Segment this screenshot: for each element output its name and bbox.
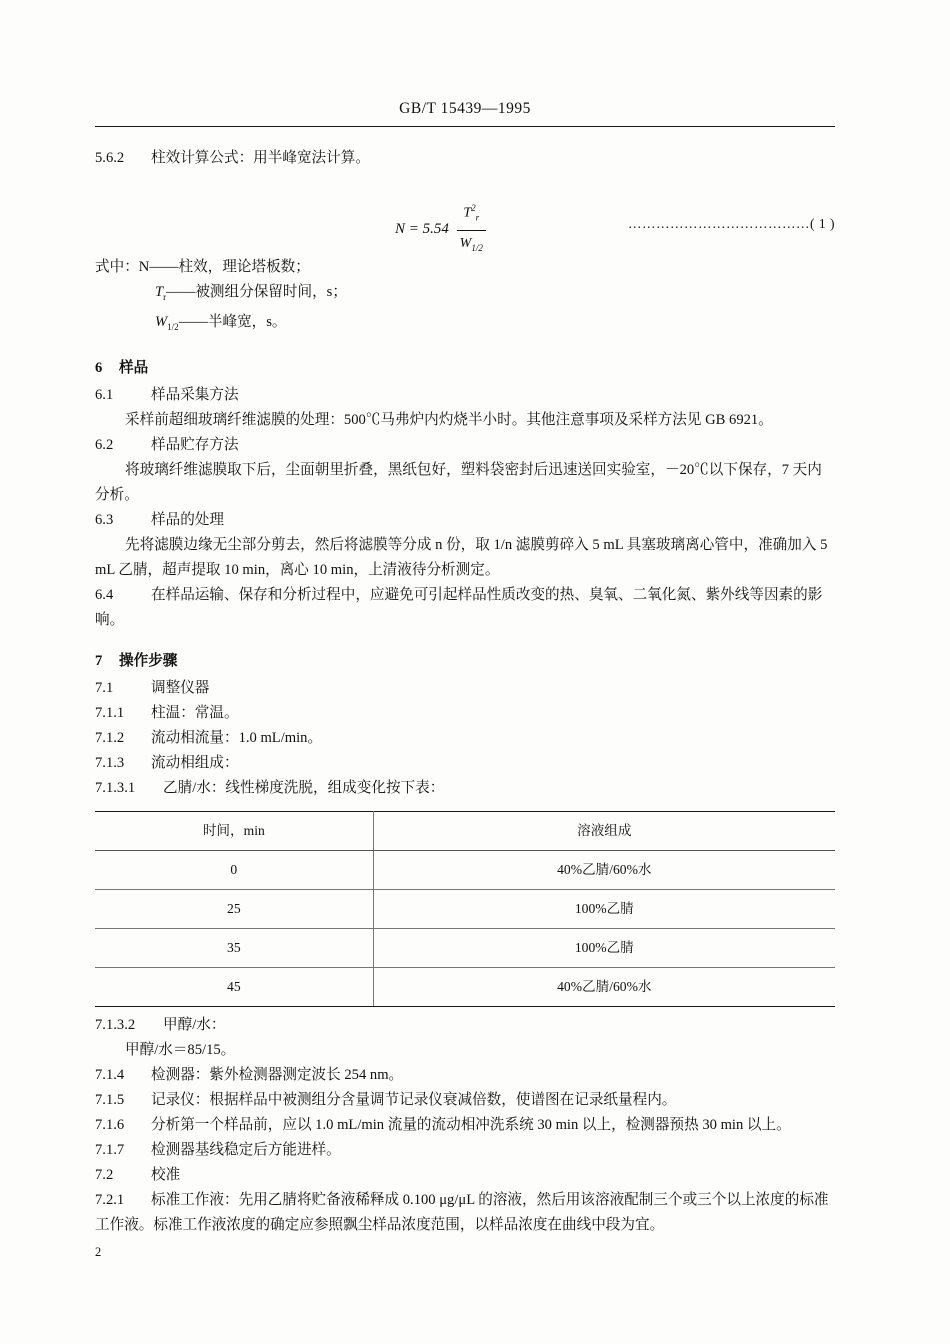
legend-item-1-symbol: T	[155, 284, 164, 300]
clause-7-1-3-1-text: 乙腈/水：线性梯度洗脱，组成变化按下表：	[163, 779, 445, 796]
table-row	[95, 928, 835, 967]
clause-7-2-1	[95, 1188, 835, 1238]
clause-7-1-6-text: 分析第一个样品前，应以 1.0 mL/min 流量的流动相冲洗系统 30 min 以上，检测器预热 30 min 以上。	[151, 1116, 791, 1133]
chapter-6-heading	[95, 356, 835, 381]
clause-7-1-3-1-number: 7.1.3.1	[95, 779, 136, 796]
clause-6-1-heading	[95, 383, 835, 408]
clause-7-1-1	[95, 701, 835, 726]
clause-7-1-5-text: 记录仪：根据样品中被测组分含量调节记录仪衰减倍数，使谱图在记录纸量程内。	[151, 1091, 677, 1108]
clause-7-2-number: 7.2	[95, 1166, 114, 1183]
table-cell-composition: 40%乙腈/60%水	[373, 850, 835, 889]
clause-7-1-7-number: 7.1.7	[95, 1141, 125, 1158]
table-row	[95, 889, 835, 928]
table-header-row	[95, 811, 835, 850]
table-cell-composition: 40%乙腈/60%水	[373, 967, 835, 1006]
page-header: GB/T 15439—1995	[399, 100, 531, 117]
clause-7-1-3-2	[95, 1013, 835, 1038]
clause-6-1-number: 6.1	[95, 386, 114, 403]
clause-6-3-heading	[95, 508, 835, 533]
formula-row	[95, 189, 835, 254]
chapter-6-number: 6	[95, 359, 103, 376]
formula-numerator	[457, 196, 486, 230]
clause-7-1-6	[95, 1113, 835, 1138]
clause-6-2-title: 样品贮存方法	[151, 436, 239, 453]
clause-7-2	[95, 1163, 835, 1188]
table-cell-time: 35	[95, 928, 373, 967]
clause-7-1-5-number: 7.1.5	[95, 1091, 125, 1108]
clause-7-1-2	[95, 726, 835, 751]
clause-6-1-title: 样品采集方法	[151, 386, 239, 403]
clause-7-1-3-number: 7.1.3	[95, 754, 125, 771]
table-cell-composition: 100%乙腈	[373, 928, 835, 967]
clause-7-1-2-text: 流动相流量：1.0 mL/min。	[151, 729, 323, 746]
table-cell-time: 25	[95, 889, 373, 928]
table-cell-time: 0	[95, 850, 373, 889]
clause-6-3-title: 样品的处理	[151, 511, 224, 528]
legend-item-2-text: ——半峰宽，s。	[178, 313, 287, 330]
clause-7-2-text: 校准	[151, 1166, 181, 1183]
methanol-ratio-line: 甲醇/水＝85/15。	[125, 1041, 236, 1058]
chapter-7-heading	[95, 649, 835, 674]
clause-7-1-7	[95, 1138, 835, 1163]
formula-denominator-symbol: W	[459, 236, 472, 252]
formula-label: ( 1 )	[810, 216, 835, 231]
clause-7-2-1-text: 标准工作液：先用乙腈将贮备液稀释成 0.100 μg/μL 的溶液，然后用该溶液配制三个或三个以上浓度的标准工作液。标准工作液浓度的确定应参照飘尘样品浓度范围，以样品浓度在曲线中段为宜。	[95, 1191, 829, 1233]
clause-7-2-1-number: 7.2.1	[95, 1191, 125, 1208]
formula-number	[628, 211, 835, 236]
clause-7-1-5	[95, 1088, 835, 1113]
clause-6-3-body: 先将滤膜边缘无尘部分剪去，然后将滤膜等分成 n 份，取 1/n 滤膜剪碎入 5 mL 具塞玻璃离心管中，准确加入 5 mL 乙腈，超声提取 10 min，离心 10 min，上清液待分析测定。	[95, 536, 828, 578]
legend-item-2-sub: 1/2	[167, 321, 179, 332]
table-cell-composition: 100%乙腈	[373, 889, 835, 928]
clause-5-6-2	[95, 146, 835, 171]
clause-6-4	[95, 583, 835, 633]
legend-item-2	[95, 310, 835, 340]
clause-6-1-body: 采样前超细玻璃纤维滤膜的处理：500℃马弗炉内灼烧半小时。其他注意事项及采样方法见 GB 6921。	[125, 411, 773, 428]
clause-text: 柱效计算公式：用半峰宽法计算。	[151, 150, 370, 166]
formula-denominator-sub: 1/2	[471, 243, 483, 254]
legend-item-2-symbol: W	[155, 313, 168, 330]
clause-7-1-3-text: 流动相组成：	[151, 754, 239, 771]
legend-item-1	[95, 280, 835, 310]
clause-number: 5.6.2	[95, 150, 125, 166]
clause-7-1-text: 调整仪器	[151, 679, 210, 696]
clause-7-1-3-2-number: 7.1.3.2	[95, 1016, 136, 1033]
legend-intro: 式中：N——柱效，理论塔板数；	[95, 259, 310, 275]
chapter-6-title: 样品	[119, 359, 149, 376]
clause-6-3-number: 6.3	[95, 511, 114, 528]
table-header-time: 时间，min	[95, 811, 373, 850]
clause-7-1-3-2-text: 甲醇/水：	[163, 1016, 226, 1033]
clause-7-1-7-text: 检测器基线稳定后方能进样。	[151, 1141, 341, 1158]
clause-6-4-body: 在样品运输、保存和分析过程中，应避免可引起样品性质改变的热、臭氧、二氧化氮、紫外线等因素的影响。	[95, 586, 823, 628]
table-row	[95, 967, 835, 1006]
page-number: 2	[95, 1245, 102, 1259]
formula-lhs: N = 5.54	[395, 221, 449, 238]
table-cell-time: 45	[95, 967, 373, 1006]
clause-7-1-2-number: 7.1.2	[95, 729, 125, 746]
clause-6-2-number: 6.2	[95, 436, 114, 453]
clause-7-1-6-number: 7.1.6	[95, 1116, 125, 1133]
page-content	[95, 0, 835, 1344]
clause-7-1-3-1	[95, 776, 835, 801]
table-header-composition: 溶液组成	[373, 811, 835, 850]
formula-fraction	[457, 196, 486, 261]
clause-6-2-heading	[95, 433, 835, 458]
chapter-7-number: 7	[95, 652, 103, 669]
clause-7-1-1-text: 柱温：常温。	[151, 704, 239, 721]
gradient-table	[95, 811, 835, 1007]
clause-7-1-1-number: 7.1.1	[95, 704, 125, 721]
clause-6-4-number: 6.4	[95, 586, 114, 603]
formula-numerator-sub: r	[475, 212, 480, 223]
clause-7-1	[95, 676, 835, 701]
formula-numerator-sup: 2	[471, 203, 476, 213]
legend-item-1-text: ——被测组分保留时间，s；	[166, 284, 347, 300]
clause-7-1-4	[95, 1063, 835, 1088]
formula-numerator-symbol: T	[463, 205, 472, 221]
clause-7-1-4-text: 检测器：紫外检测器测定波长 254 nm。	[151, 1066, 404, 1083]
formula-n	[395, 197, 486, 262]
formula-dots: …………………………………	[628, 216, 810, 231]
clause-7-1-3	[95, 751, 835, 776]
clause-6-2-body: 将玻璃纤维滤膜取下后，尘面朝里折叠，黑纸包好，塑料袋密封后迅速送回实验室，－20℃以下保存，7 天内分析。	[95, 461, 822, 503]
legend-item-1-sub: r	[163, 291, 167, 302]
chapter-7-title: 操作步骤	[119, 652, 178, 669]
formula-denominator	[457, 231, 486, 261]
clause-7-1-number: 7.1	[95, 679, 114, 696]
header-rule	[95, 126, 835, 127]
page-body	[95, 140, 835, 1238]
clause-7-1-4-number: 7.1.4	[95, 1066, 125, 1083]
table-row	[95, 850, 835, 889]
